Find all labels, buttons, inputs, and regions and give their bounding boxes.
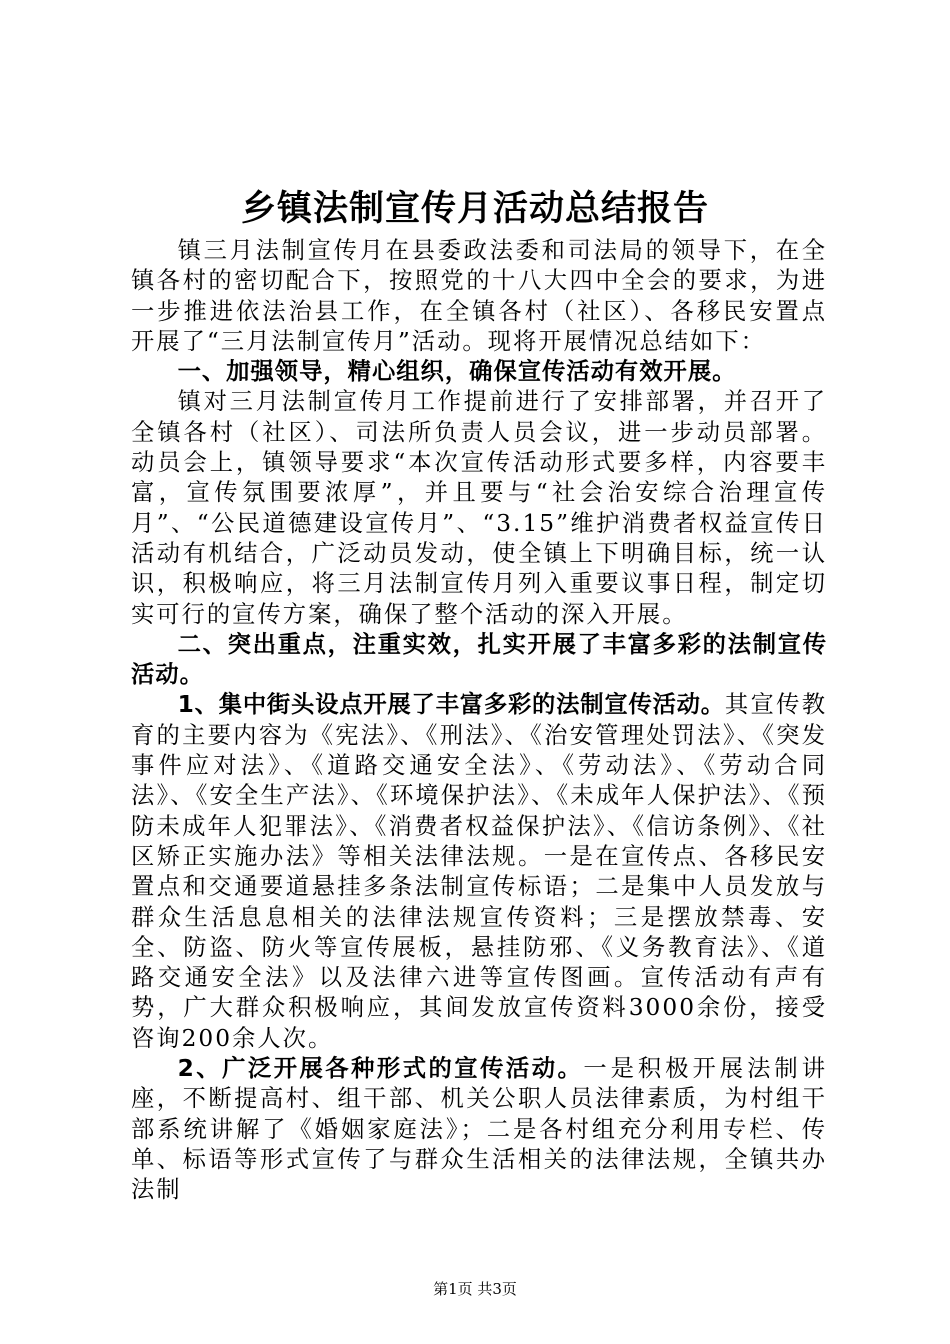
document-title: 乡镇法制宣传月活动总结报告 (240, 189, 709, 229)
item-1-body: 其宣传教育的主要内容为《宪法》、《刑法》、《治安管理处罚法》、《突发事件应对法》、《道路交通安全法》、《劳动法》、《劳动合同法》、《安全生产法》、《环境保护法》、《未成年人保护法》、《预防未成年人犯罪法》、《消费者权益保护法》、《信访条例》、《社区矫正实施办法》等相关法律法规。一是在宣传点、各移民安置点和交通要道悬挂多条法制宣传标语；二是集中人员发放与群众生活息息相关的法律法规宣传资料；三是摆放禁毒、安全、防盗、防火等宣传展板，悬挂防邪、《义务教育法》、《道路交通安全法》以及法律六进等宣传图画。宣传活动有声有势，广大群众积极响应，其间发放宣传资料3000余份，接受咨询200余人次。 (131, 691, 827, 1052)
item-1-paragraph (131, 690, 827, 1054)
section-1-paragraph: 镇对三月法制宣传月工作提前进行了安排部署，并召开了全镇各村（社区）、司法所负责人员会议，进一步动员部署。动员会上，镇领导要求“本次宣传活动形式要多样，内容要丰富，宣传氛围要浓厚”，并且要与“社会治安综合治理宣传月”、“公民道德建设宣传月”、“3.15”维护消费者权益宣传日活动有机结合，广泛动员发动，使全镇上下明确目标，统一认识，积极响应，将三月法制宣传月列入重要议事日程，制定切实可行的宣传方案，确保了整个活动的深入开展。 (131, 388, 827, 628)
section-1-heading: 一、加强领导，精心组织，确保宣传活动有效开展。 (177, 358, 737, 386)
intro-paragraph: 镇三月法制宣传月在县委政法委和司法局的领导下，在全镇各村的密切配合下，按照党的十八大四中全会的要求，为进一步推进依法治县工作，在全镇各村（社区）、各移民安置点开展了“三月法制宣传月”活动。现将开展情况总结如下： (131, 237, 827, 355)
document-body (131, 236, 827, 1206)
item-2-paragraph (131, 1054, 827, 1205)
item-2-body: 一是积极开展法制讲座，不断提高村、组干部、机关公职人员法律素质，为村组干部系统讲解了《婚姻家庭法》；二是各村组充分利用专栏、传单、标语等形式宣传了与群众生活相关的法律法规，全镇共办法制 (131, 1055, 828, 1204)
item-1-heading: 1、集中街头设点开展了丰富多彩的法制宣传活动。 (177, 691, 725, 719)
page-footer: 第1页 共3页 (433, 1280, 517, 1298)
item-2-heading: 2、广泛开展各种形式的宣传活动。 (177, 1055, 584, 1083)
section-2-heading: 二、突出重点，注重实效，扎实开展了丰富多彩的法制宣传活动。 (131, 630, 827, 689)
